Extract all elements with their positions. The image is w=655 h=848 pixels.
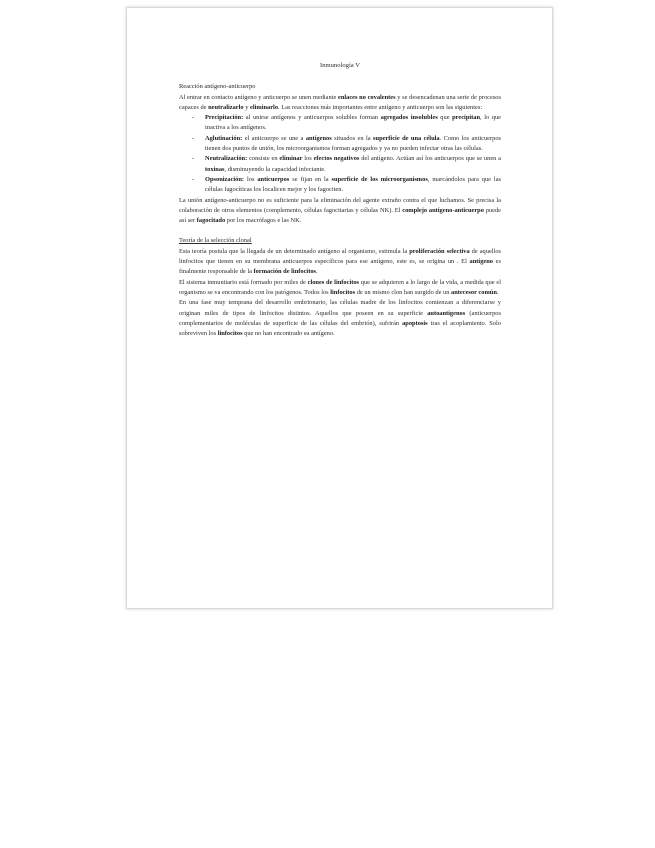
list-item <box>192 113 501 134</box>
section-heading-clonal-selection: Teoría de la selección clonal <box>179 237 252 245</box>
page-content <box>179 61 501 339</box>
closing-paragraph: La unión antígeno-anticuerpo no es suficiente para la eliminación del agente extraño contra el que luchamos. Se precisa la colaboración de otros elementos (complemento, células fagocitarias y células NK). El complejo antígeno-anticuerpo puede así ser fagocitado por los macrófagos e las NK. <box>179 196 501 225</box>
reaction-neutralization: Neutralización: consiste en eliminar los efectos negativos del antígeno. Actúan así los anticuerpos que se unen a toxinas, disminuyendo la capacidad infectante. <box>205 155 502 173</box>
reaction-agglutination: Aglutinación: el anticuerpo se une a antígenos situados en la superficie de una célula. Como los anticuerpos tienen dos puntos de unión, los microorganismos forman agregados y ya no pueden infectar otras las células. <box>205 134 501 153</box>
reaction-list <box>179 113 501 195</box>
intro-paragraph: Al entrar en contacto antígeno y anticuerpo se unen mediante enlaces no covalentes y se desencadenan una serie de procesos capaces de neutralizarlo y eliminarlo. Las reacciones más importantes entre antígeno y anticuerpo son las siguientes: <box>179 93 501 111</box>
list-item <box>192 154 502 175</box>
bullet-marker: - <box>192 134 195 142</box>
list-item <box>192 175 502 196</box>
clonal-paragraph-3: En una fase muy temprana del desarrollo embrionario, las células madre de los linfocitos comienzan a diferenciarse y originan miles de tipos de linfocitos distintos. Aquellos que poseen en su superficie autoantígenos (anticuerpos complementarios de moléculas de superficie de las células del embrión), sufrirán apoptosis tras el acoplamiento. Solo sobreviven los linfocitos que no han encontrado su antígeno. <box>179 299 501 338</box>
bullet-marker: - <box>192 175 195 183</box>
list-item <box>192 134 501 155</box>
document-page <box>126 7 553 609</box>
clonal-paragraph-2: El sistema inmunitario está formado por miles de clones de linfocitos que se adquieren a lo largo de la vida, a medida que el organismo se va encontrando con los patógenos. Todos los linfocitos de un mismo clon han surgido de un antecesor común. <box>179 278 501 296</box>
bullet-marker: - <box>192 114 195 122</box>
reaction-opsonization: Opsonización: los anticuerpos se fijan en la superficie de los microorganismos, marcándolos para que las células fagocíticas los localicen mejor y los fagociten. <box>205 175 502 194</box>
section-heading-antigen-antibody: Reacción antígeno-anticuerpo <box>179 83 256 91</box>
page-header-title: Inmunología V <box>320 62 360 69</box>
clonal-paragraph-1: Esta teoría postula que la llegada de un determinado antígeno al organismo, estimula la proliferación selectiva de aquellos linfocitos que tienen en su membrana anticuerpos específicos para ese antígeno, este es, se origina un . El antígeno es finalmente responsable de la formación de linfocitos. <box>179 247 502 276</box>
bullet-marker: - <box>192 155 195 163</box>
section-spacer <box>179 226 501 236</box>
reaction-precipitation: Precipitación: al unirse antígenos y anticuerpos solubles forman agregados insolubles que precipitan, lo que inactiva a los antígenos. <box>205 114 501 132</box>
